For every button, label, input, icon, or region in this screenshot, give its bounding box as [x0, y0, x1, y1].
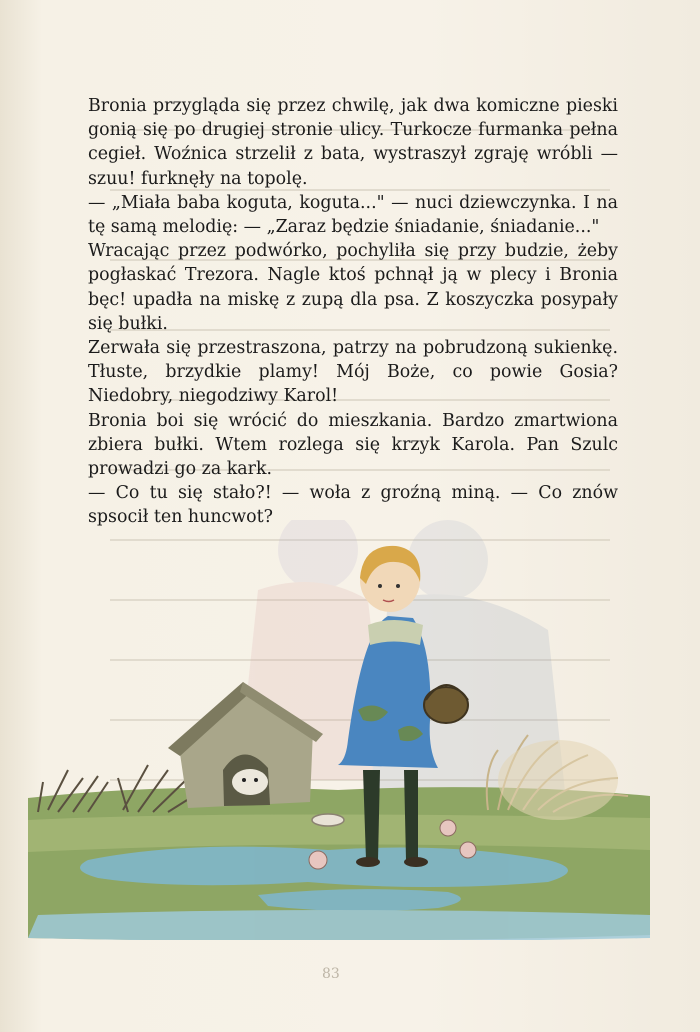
paragraph-4: Zerwała się przestraszona, patrzy na pobrudzoną sukienkę. Tłuste, brzydkie plamy! Mój Boże, co powie Gosia? Niedobry, niegodziwy Karol! [88, 338, 618, 407]
illustration [28, 520, 650, 940]
paragraph-6: — Co tu się stało?! — woła z groźną miną. — Co znów spsocił ten huncwot? [88, 483, 618, 528]
paragraph-1: Bronia przygląda się przez chwilę, jak dwa komiczne pieski gonią się po drugiej stronie ulicy. Turkocze furmanka pełna cegieł. Woźnica strzelił z bata, wystraszył zgraję wróbli — szuu! furknęły na topolę. [88, 96, 618, 189]
story-text [88, 94, 618, 530]
paragraph-5: Bronia boi się wrócić do mieszkania. Bardzo zmartwiona zbiera bułki. Wtem rozlega się krzyk Karola. Pan Szulc prowadzi go za kark. [88, 410, 618, 480]
dog-bowl [312, 814, 344, 826]
page-number: 83 [322, 966, 340, 982]
dog-head [232, 769, 268, 795]
paragraph-3: Wracając przez podwórko, pochyliła się przy budzie, żeby pogłaskać Trezora. Nagle ktoś pchnął ją w plecy i Bronia bęc! upadła na miskę z zupą dla psa. Z koszyczka posypały się bułki. [88, 241, 618, 334]
paragraph-2: — „Miała baba koguta, koguta..." — nuci dziewczynka. I na tę samą melodię: — „Zaraz będzie śniadanie, śniadanie..." [88, 192, 618, 238]
